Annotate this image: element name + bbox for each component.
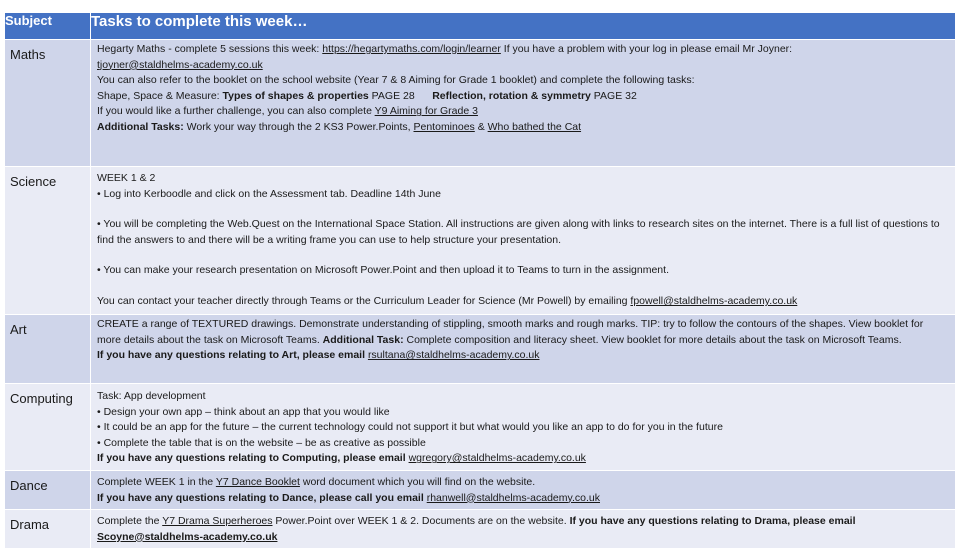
subject-drama: Drama <box>5 510 91 549</box>
science-line-1: WEEK 1 & 2 <box>97 172 156 184</box>
art-bold-text: If you have any questions relating to Art, please email <box>97 349 368 362</box>
maths-text: Hegarty Maths - complete 5 sessions this week: <box>97 43 323 55</box>
tasks-drama <box>91 510 956 549</box>
maths-bold-text: Reflection, rotation & symmetry <box>432 89 591 102</box>
computing-line-1: Task: App development <box>97 390 206 402</box>
y9-grade3-link[interactable]: Y9 Aiming for Grade 3 <box>374 105 478 118</box>
drama-text: Power.Point over WEEK 1 & 2. Documents are on the website. <box>272 515 570 528</box>
maths-line-3: You can also refer to the booklet on the school website (Year 7 & 8 Aiming for Grade 1 booklet) and complete the following tasks: <box>97 74 695 87</box>
drama-text: Complete the <box>97 515 163 528</box>
dance-text: Complete WEEK 1 in the <box>97 475 216 488</box>
tasks-dance <box>91 470 956 509</box>
science-text: You can contact your teacher directly through Teams or the Curriculum Leader for Science (Mr Powell) by emailing <box>97 294 631 307</box>
computing-line-2: • Design your own app – think about an app that you would like <box>97 405 390 418</box>
art-bold-text: Additional Task: <box>322 333 404 346</box>
science-paragraph-3: • You will be completing the Web.Quest on the International Space Station. All instructions are given along with links to research sites on the internet. There is a full list of questions to find the answers to and there will be a writing frame you can use to help structure your presentation. <box>97 218 940 246</box>
tasks-art <box>91 315 956 384</box>
maths-email-link[interactable]: tjoyner@staldhelms-academy.co.uk <box>97 58 263 71</box>
computing-line-4: • Complete the table that is on the website – be as creative as possible <box>97 436 426 449</box>
maths-line-2 <box>97 58 949 74</box>
dance-line-1 <box>97 475 949 491</box>
table-row-science <box>5 167 956 315</box>
science-email-link[interactable]: fpowell@staldhelms-academy.co.uk <box>630 294 798 307</box>
maths-bold-text: Additional Tasks: <box>97 120 184 133</box>
maths-text: If you have a problem with your log in please email Mr Joyner: <box>500 43 793 55</box>
art-line-2 <box>97 348 949 364</box>
computing-line-5 <box>97 451 949 467</box>
table-row-drama <box>5 510 956 549</box>
maths-bold-text: Types of shapes & properties <box>222 89 369 102</box>
hegartymaths-link[interactable]: https://hegartymaths.com/login/learner <box>322 43 501 55</box>
subject-computing: Computing <box>5 384 91 471</box>
subject-science: Science <box>5 167 91 315</box>
pentominoes-link[interactable]: Pentominoes <box>413 120 475 133</box>
computing-bold-text: If you have any questions relating to Computing, please email <box>97 452 409 465</box>
table-row-art <box>5 315 956 384</box>
dance-bold-text: If you have any questions relating to Dance, please call you email <box>97 491 427 504</box>
drama-bold-text: If you have any questions relating to Drama, please email <box>569 515 856 528</box>
weekly-tasks-table <box>4 12 956 549</box>
computing-line-3: • It could be an app for the future – the current technology could not support it but what would you like an app to do for you in the future <box>97 421 723 434</box>
dance-email-link[interactable]: rhanwell@staldhelms-academy.co.uk <box>426 491 600 504</box>
computing-email-link[interactable]: wgregory@staldhelms-academy.co.uk <box>408 452 586 465</box>
drama-email-link[interactable]: Scoyne@staldhelms-academy.co.uk <box>97 530 278 543</box>
maths-line-5 <box>97 104 949 120</box>
header-tasks: Tasks to complete this week… <box>91 13 956 40</box>
maths-line-6 <box>97 120 949 136</box>
table-header-row <box>5 13 956 40</box>
subject-art: Art <box>5 315 91 384</box>
maths-text: Shape, Space & Measure: <box>97 89 223 102</box>
table-row-computing <box>5 384 956 471</box>
tasks-computing <box>91 384 956 471</box>
art-email-link[interactable]: rsultana@staldhelms-academy.co.uk <box>367 349 540 362</box>
tasks-science <box>91 167 956 315</box>
art-text: Complete composition and literacy sheet. View booklet for more details about the task on Microsoft Teams. <box>403 333 902 346</box>
science-line-5 <box>97 294 949 310</box>
header-subject: Subject <box>5 13 91 40</box>
y7-dance-booklet-link[interactable]: Y7 Dance Booklet <box>215 475 300 488</box>
drama-line-1 <box>97 514 949 530</box>
art-text: CREATE a range of TEXTURED drawings. Demonstrate understanding of stippling, smooth marks and rough marks. TIP: try to follow the contours of the shapes. View booklet for more details about the task on Microsoft Teams. <box>97 318 924 346</box>
table-row-maths <box>5 40 956 167</box>
maths-line-1 <box>97 42 949 58</box>
science-line-2: • Log into Kerboodle and click on the Assessment tab. Deadline 14th June <box>97 187 441 200</box>
who-bathed-the-cat-link[interactable]: Who bathed the Cat <box>487 120 582 133</box>
science-paragraph-4: • You can make your research presentation on Microsoft Power.Point and then upload it to Teams to turn in the assignment. <box>97 264 669 277</box>
maths-text: If you would like a further challenge, you can also complete <box>97 105 375 118</box>
subject-dance: Dance <box>5 470 91 509</box>
dance-text: word document which you will find on the website. <box>299 475 536 488</box>
tasks-maths <box>91 40 956 167</box>
table-row-dance <box>5 470 956 509</box>
subject-maths: Maths <box>5 40 91 167</box>
maths-text: Work your way through the 2 KS3 Power.Points, <box>183 120 414 133</box>
art-paragraph-1 <box>97 317 949 348</box>
maths-text: PAGE 32 <box>590 89 637 102</box>
y7-drama-superheroes-link[interactable]: Y7 Drama Superheroes <box>162 515 273 528</box>
maths-line-4 <box>97 89 949 105</box>
maths-text: PAGE 28 <box>368 89 433 102</box>
maths-text: & <box>474 120 488 133</box>
drama-line-2 <box>97 530 949 546</box>
dance-line-2 <box>97 491 949 507</box>
